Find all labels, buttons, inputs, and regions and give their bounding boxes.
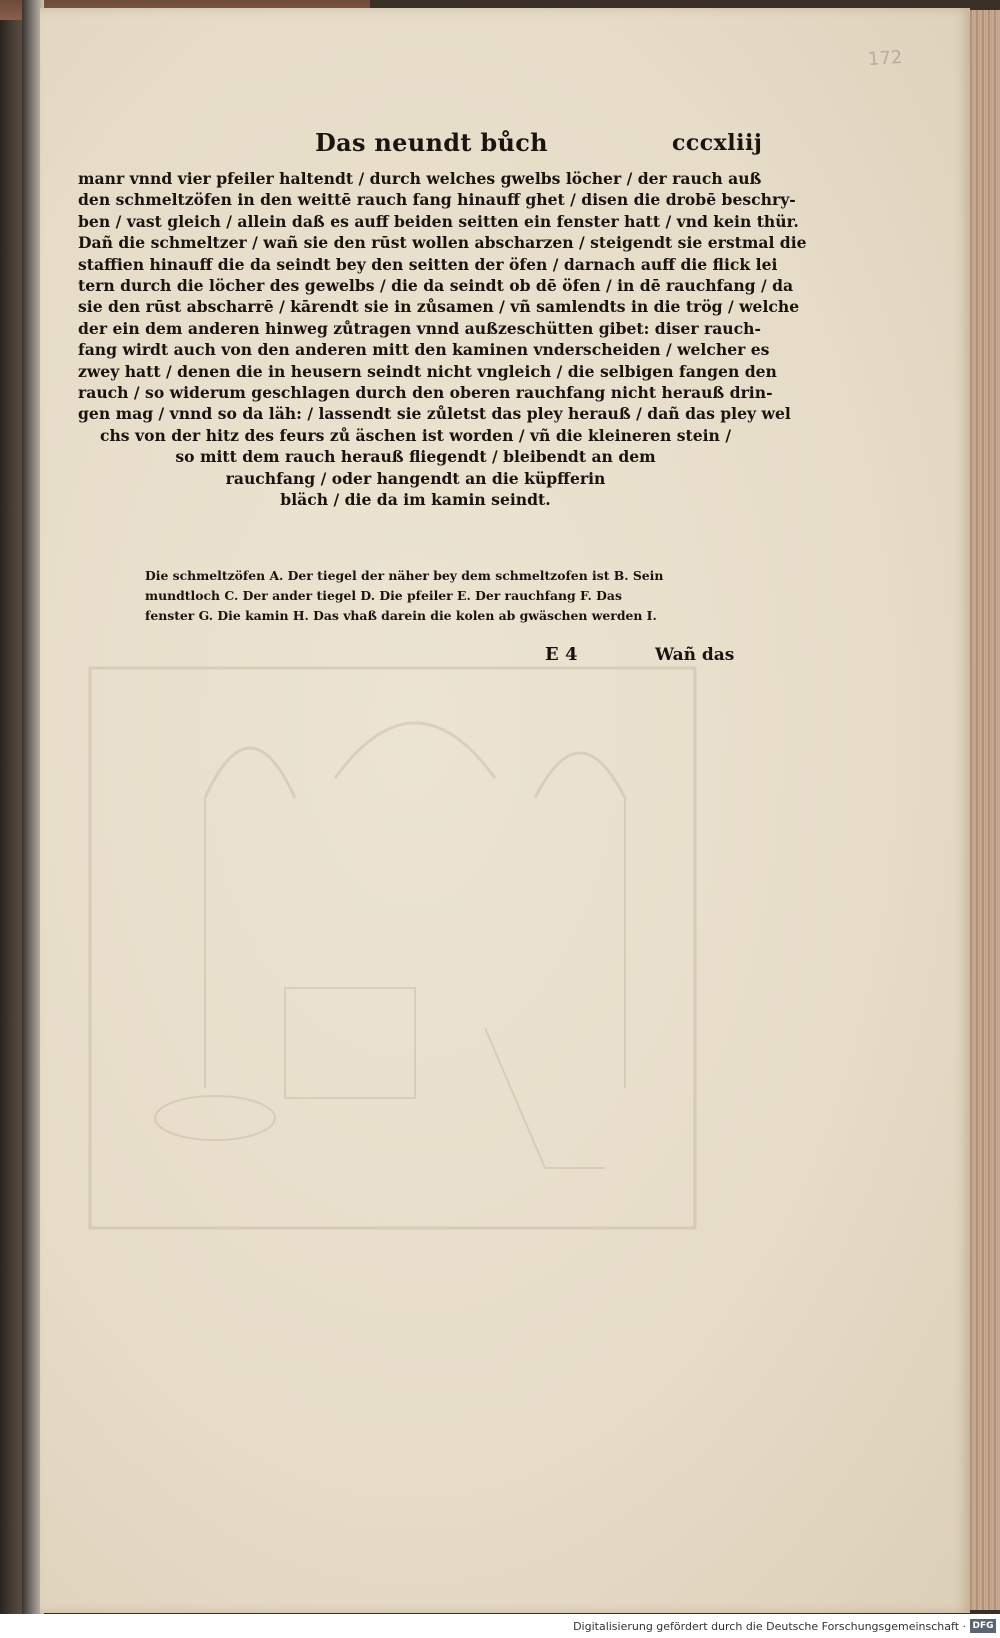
body-line: gen mag / vnnd so da läh: / lassendt sie zůletst das pley herauß / dañ das pley wel — [78, 404, 791, 424]
catchword: Wañ das — [655, 645, 735, 665]
body-text — [78, 168, 807, 511]
taper-line: bläch / die da im kamin seindt. — [280, 490, 551, 510]
body-line: staffien hinauff die da seindt bey den seitten der öfen / darnach auff die flick lei — [78, 254, 778, 274]
taper-line: chs von der hitz des feurs zů äschen ist worden / vñ die kleineren stein / — [99, 425, 732, 445]
pencil-folio-number: 172 — [867, 46, 904, 71]
caption-line: fenster G. Die kamin H. Das vhaß darein die kolen ab gwäschen werden I. — [145, 608, 657, 623]
body-line: ben / vast gleich / allein daß es auff beiden seitten ein fenster hatt / vnd kein thür. — [78, 211, 799, 231]
body-line: der ein dem anderen hinweg zůtragen vnnd außzeschütten gibet: diser rauch- — [78, 318, 761, 338]
footer-credit: Digitalisierung gefördert durch die Deutsche Forschungsgemeinschaft · — [573, 1620, 966, 1633]
caption-line: mundtloch C. Der ander tiegel D. Die pfeiler E. Der rauchfang F. Das — [145, 588, 622, 603]
dfg-logo: DFG — [970, 1619, 996, 1633]
taper-line: so mitt dem rauch herauß fliegendt / bleibendt an dem — [175, 447, 656, 467]
running-head: Das neundt bůch — [315, 128, 548, 157]
body-line: manr vnnd vier pfeiler haltendt / durch welches gwelbs löcher / der rauch auß — [78, 169, 762, 188]
figure-caption — [145, 566, 685, 626]
body-line: den schmeltzöfen in den weittē rauch fang hinauff ghet / disen die drobē beschry- — [78, 190, 796, 210]
page-number: cccxliij — [672, 130, 763, 156]
signature-mark: E 4 — [545, 644, 578, 665]
taper-line: rauchfang / oder hangendt an die küpfferin — [225, 468, 606, 488]
body-line: Dañ die schmeltzer / wañ sie den rūst wollen abscharzen / steigendt sie erstmal die — [78, 233, 807, 253]
caption-line: Die schmeltzöfen A. Der tiegel der näher bey dem schmeltzofen ist B. Sein — [145, 568, 664, 583]
body-line: fang wirdt auch von den anderen mitt den kaminen vnderscheiden / welcher es — [78, 340, 770, 360]
body-line: zwey hatt / denen die in heusern seindt nicht vngleich / die selbigen fangen den — [78, 361, 777, 381]
body-line: tern durch die löcher des gewelbs / die da seindt ob dē öfen / in dē rauchfang / da — [78, 276, 794, 296]
book-cover-edge — [0, 0, 22, 1638]
body-line: rauch / so widerum geschlagen durch den oberen rauchfang nicht herauß drin- — [78, 383, 773, 403]
body-line: sie den rūst abscharrē / kārendt sie in zůsamen / vñ samlendts in die trög / welche — [78, 297, 800, 317]
